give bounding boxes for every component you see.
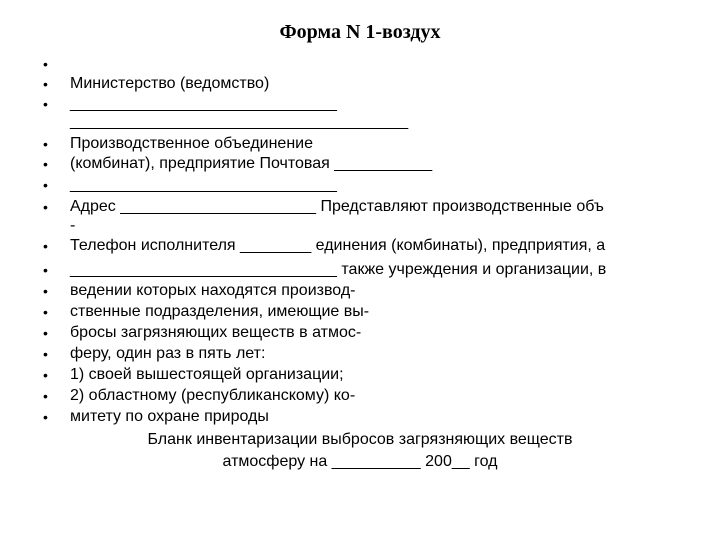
list-item-text: ______________________________ также учреждения и организации, в — [70, 261, 607, 278]
list-item — [0, 134, 720, 154]
list-item — [0, 154, 720, 174]
bullet-icon: • — [43, 346, 48, 362]
list-item — [0, 236, 720, 256]
bullet-icon: • — [43, 238, 48, 254]
list-item — [0, 112, 720, 132]
list-item-text: ственные подразделения, имеющие вы- — [70, 303, 370, 320]
bullet-icon: • — [43, 409, 48, 425]
list-item — [0, 54, 720, 74]
list-item — [0, 386, 720, 406]
bullet-icon: • — [43, 56, 48, 72]
form-caption-line-1: Бланк инвентаризации выбросов загрязняющих веществ — [147, 431, 573, 448]
bullet-icon: • — [43, 388, 48, 404]
list-item — [0, 344, 720, 364]
list-item — [0, 323, 720, 343]
ministry-blank-2: ______________________________________ — [70, 113, 409, 130]
list-item-text: 2) областному (республиканскому) ко- — [70, 387, 356, 404]
bullet-icon: • — [43, 367, 48, 383]
list-item — [0, 175, 720, 195]
bullet-icon: • — [43, 283, 48, 299]
bullet-icon: • — [43, 156, 48, 172]
list-item — [0, 260, 720, 280]
list-item — [0, 281, 720, 301]
enterprise-label: (комбинат), предприятие Почтовая ___________ — [70, 155, 433, 172]
list-item — [0, 94, 720, 114]
bullet-icon: • — [43, 177, 48, 193]
ministry-blank: ______________________________ — [70, 95, 337, 112]
list-item — [0, 302, 720, 322]
bullet-icon: • — [43, 136, 48, 152]
bullet-icon: • — [43, 325, 48, 341]
list-item-text: феру, один раз в пять лет: — [70, 345, 266, 362]
list-item-text: бросы загрязняющих веществ в атмос- — [70, 324, 362, 341]
hyphen-continuation: - — [70, 217, 76, 234]
list-item — [0, 216, 720, 236]
address-line: Адрес ______________________ Представляют производственные объ — [70, 198, 604, 215]
list-item — [0, 197, 720, 217]
bullet-icon: • — [43, 199, 48, 215]
association-label: Производственное объединение — [70, 135, 313, 152]
bullet-icon: • — [43, 304, 48, 320]
list-item-text: ведении которых находятся производ- — [70, 282, 356, 299]
bullet-icon: • — [43, 96, 48, 112]
bullet-icon: • — [43, 76, 48, 92]
form-caption-line-2: атмосферу на __________ 200__ год — [222, 453, 498, 470]
list-item — [0, 407, 720, 427]
list-item-text: митету по охране природы — [70, 408, 269, 425]
phone-line: Телефон исполнителя ________ единения (комбинаты), предприятия, а — [70, 237, 606, 254]
bullet-icon: • — [43, 262, 48, 278]
ministry-label: Министерство (ведомство) — [70, 75, 270, 92]
list-item-text: 1) своей вышестоящей организации; — [70, 366, 344, 383]
list-item — [0, 74, 720, 94]
form-title: Форма N 1-воздух — [279, 21, 441, 43]
enterprise-blank: ______________________________ — [70, 176, 337, 193]
list-item — [0, 365, 720, 385]
